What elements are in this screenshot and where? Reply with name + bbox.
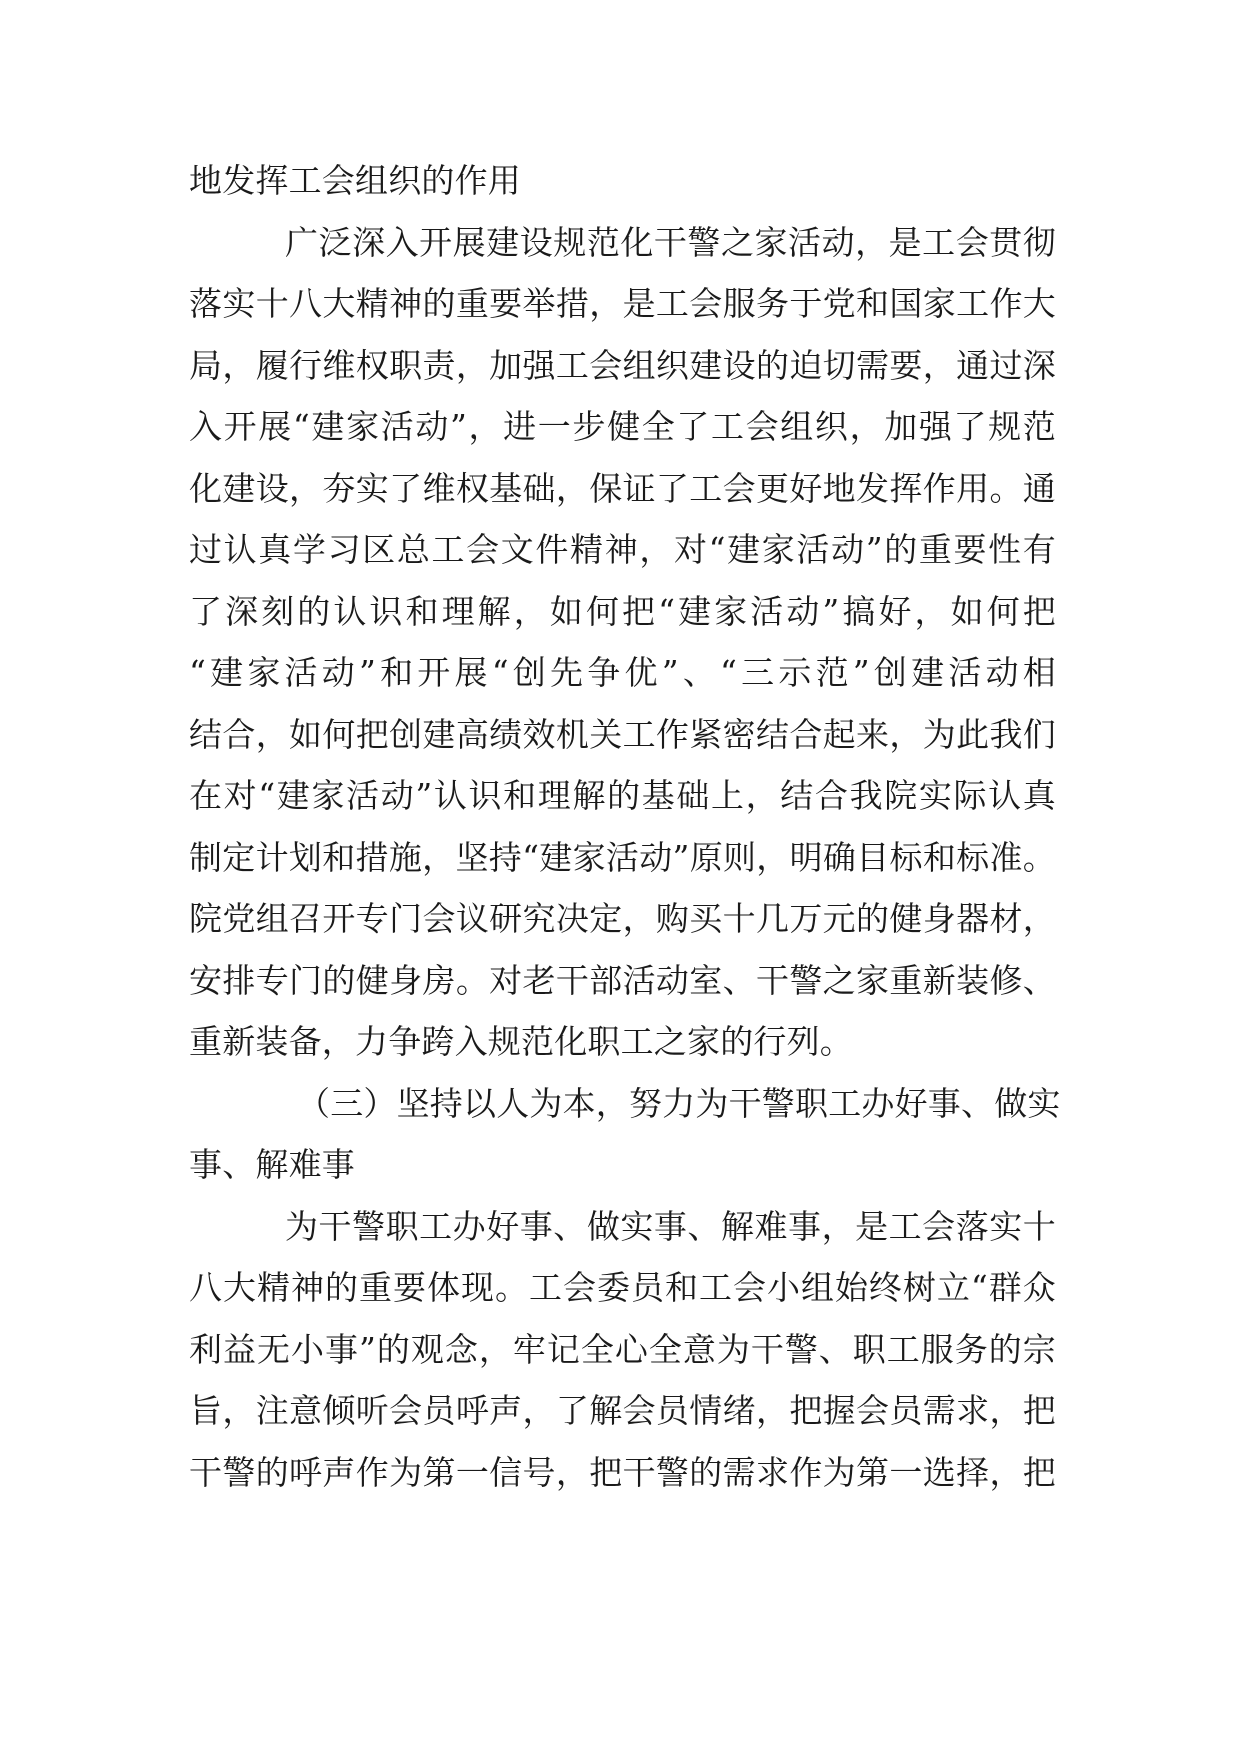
text-line: 化建设，夯实了维权基础，保证了工会更好地发挥作用。通 — [189, 468, 1056, 508]
text-line: 制定计划和措施，坚持“建家活动”原则，明确目标和标准。 — [189, 837, 1056, 877]
text-line: 结合，如何把创建高绩效机关工作紧密结合起来，为此我们 — [189, 714, 1056, 754]
text-line: 八大精神的重要体现。工会委员和工会小组始终树立“群众 — [189, 1268, 1056, 1307]
text-line: 落实十八大精神的重要举措，是工会服务于党和国家工作大 — [189, 284, 1056, 323]
text-line: 过认真学习区总工会文件精神，对“建家活动”的重要性有 — [189, 530, 1056, 569]
text-line: “建家活动”和开展“创先争优”、“三示范”创建活动相 — [189, 653, 1056, 692]
text-line: 入开展“建家活动”，进一步健全了工会组织，加强了规范 — [189, 407, 1056, 446]
section-heading-continuation: 事、解难事 — [189, 1145, 355, 1184]
text-line: 安排专门的健身房。对老干部活动室、干警之家重新装修、 — [189, 960, 1056, 1000]
section-heading: （三）坚持以人为本，努力为干警职工办好事、做实 — [297, 1083, 1061, 1123]
text-line: 旨，注意倾听会员呼声，了解会员情绪，把握会员需求，把 — [189, 1391, 1056, 1430]
paragraph-first-line: 为干警职工办好事、做实事、解难事，是工会落实十 — [285, 1206, 1056, 1246]
text-line: 在对“建家活动”认识和理解的基础上，结合我院实际认真 — [189, 776, 1056, 815]
text-line: 地发挥工会组织的作用 — [189, 161, 521, 200]
text-line: 干警的呼声作为第一信号，把干警的需求作为第一选择，把 — [189, 1452, 1056, 1492]
document-body — [189, 150, 1061, 1503]
text-line: 了深刻的认识和理解，如何把“建家活动”搞好，如何把 — [189, 591, 1056, 631]
text-line: 利益无小事”的观念，牢记全心全意为干警、职工服务的宗 — [189, 1329, 1056, 1369]
text-line: 局，履行维权职责，加强工会组织建设的迫切需要，通过深 — [189, 345, 1056, 385]
paragraph-first-line: 广泛深入开展建设规范化干警之家活动，是工会贯彻 — [285, 222, 1056, 262]
text-line: 重新装备，力争跨入规范化职工之家的行列。 — [189, 1022, 853, 1061]
text-line: 院党组召开专门会议研究决定，购买十几万元的健身器材， — [189, 899, 1056, 938]
